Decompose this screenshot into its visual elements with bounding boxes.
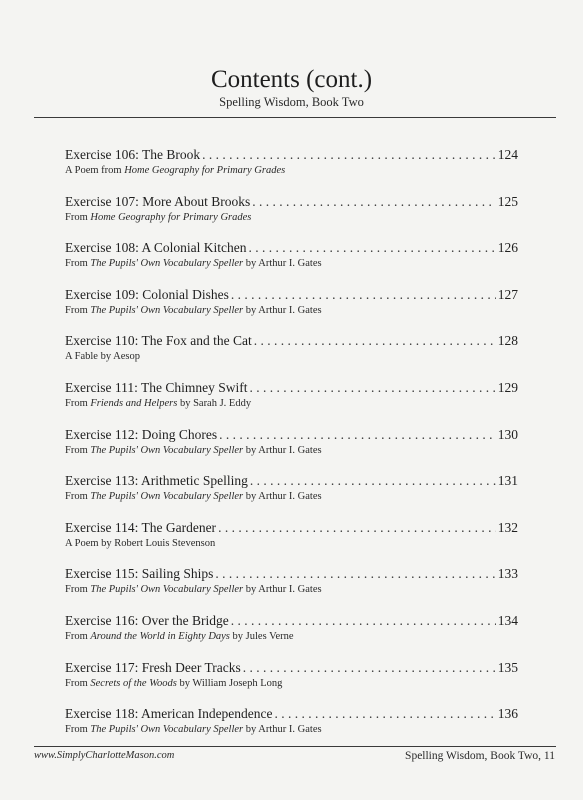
source-author: by Arthur I. Gates <box>243 304 322 316</box>
toc-entry-line <box>65 519 518 536</box>
page-number: 136 <box>497 706 518 722</box>
exercise-title: Exercise 109: Colonial Dishes <box>65 286 229 302</box>
page-title: Contents (cont.) <box>210 66 373 93</box>
source-author: by Arthur I. Gates <box>243 491 322 503</box>
header-divider <box>34 117 556 118</box>
page-number: 127 <box>497 286 518 302</box>
source-text: From <box>65 584 91 596</box>
source-title: Home Geography for Primary Grades <box>90 211 252 223</box>
toc-entry-line <box>65 239 518 256</box>
source-text: From <box>65 677 91 689</box>
page-number: 128 <box>497 333 518 349</box>
exercise-source <box>65 164 518 178</box>
toc-entry-line <box>65 332 518 349</box>
toc-entry-line <box>65 286 518 303</box>
exercise-title: Exercise 108: A Colonial Kitchen <box>65 240 247 256</box>
page-number: 130 <box>497 426 518 442</box>
source-title: The Pupils' Own Vocabulary Speller <box>90 258 244 270</box>
dot-leader <box>202 146 496 163</box>
source-author: by Sarah J. Eddy <box>177 397 252 409</box>
page-number: 129 <box>497 379 518 395</box>
exercise-title: Exercise 111: The Chimney Swift <box>65 379 248 395</box>
footer-divider <box>34 746 556 747</box>
dot-leader <box>275 705 496 722</box>
page-number: 131 <box>497 473 518 489</box>
source-title: The Pupils' Own Vocabulary Speller <box>90 491 244 503</box>
dot-leader <box>218 519 496 536</box>
source-text: A Poem by Robert Louis Stevenson <box>65 537 216 549</box>
source-title: The Pupils' Own Vocabulary Speller <box>90 724 244 736</box>
source-text: From <box>65 304 91 316</box>
dot-leader <box>215 565 495 582</box>
toc-entry-line <box>65 426 518 443</box>
toc-entry <box>65 705 518 752</box>
toc-entry-line <box>65 565 518 582</box>
toc-entry <box>65 286 518 333</box>
exercise-source <box>65 397 518 411</box>
toc-entry-line <box>65 659 518 676</box>
toc-entry <box>65 332 518 379</box>
dot-leader <box>248 239 495 256</box>
toc-entry <box>65 426 518 473</box>
source-text: From <box>65 630 91 642</box>
exercise-title: Exercise 114: The Gardener <box>65 519 217 535</box>
toc-entry <box>65 239 518 286</box>
exercise-title: Exercise 107: More About Brooks <box>65 193 251 209</box>
exercise-title: Exercise 115: Sailing Ships <box>65 566 214 582</box>
dot-leader <box>254 332 496 349</box>
exercise-source <box>65 537 518 551</box>
dot-leader <box>231 286 496 303</box>
exercise-title: Exercise 113: Arithmetic Spelling <box>65 473 248 489</box>
toc-entry <box>65 193 518 240</box>
dot-leader <box>250 472 496 489</box>
source-title: Home Geography for Primary Grades <box>124 165 286 176</box>
exercise-source <box>65 583 518 597</box>
page-number: 133 <box>497 566 518 582</box>
toc-entry-line <box>65 146 518 163</box>
source-text: From <box>65 258 91 270</box>
toc-entry <box>65 565 518 612</box>
source-text: From <box>65 211 91 223</box>
toc-entry-line <box>65 379 518 396</box>
exercise-title: Exercise 116: Over the Bridge <box>65 612 229 628</box>
page-number: 135 <box>497 659 518 675</box>
dot-leader <box>252 193 496 210</box>
source-author: by Arthur I. Gates <box>243 584 322 596</box>
source-title: Friends and Helpers <box>90 397 178 409</box>
source-text: A Poem from <box>65 165 125 176</box>
source-author: by Jules Verne <box>229 630 294 642</box>
exercise-source <box>65 677 518 691</box>
source-title: The Pupils' Own Vocabulary Speller <box>90 304 244 316</box>
source-author: by Arthur I. Gates <box>243 444 322 456</box>
toc-entry <box>65 659 518 706</box>
dot-leader <box>249 379 495 396</box>
source-author: by William Joseph Long <box>176 677 283 689</box>
toc-entry-line <box>65 612 518 629</box>
page-number: 134 <box>497 612 518 628</box>
source-title: The Pupils' Own Vocabulary Speller <box>90 444 244 456</box>
exercise-source <box>65 211 518 225</box>
page-number: 124 <box>497 147 518 162</box>
page-number: 126 <box>497 240 518 256</box>
dot-leader <box>219 426 496 443</box>
exercise-title: Exercise 110: The Fox and the Cat <box>65 333 252 349</box>
page-subtitle: Spelling Wisdom, Book Two <box>219 95 364 109</box>
exercise-source <box>65 304 518 318</box>
source-text: From <box>65 397 91 409</box>
source-text: From <box>65 724 91 736</box>
toc-entry <box>65 379 518 426</box>
page-number: 132 <box>497 519 518 535</box>
source-author: by Arthur I. Gates <box>243 258 322 270</box>
source-text: From <box>65 444 91 456</box>
exercise-source <box>65 444 518 458</box>
source-text: From <box>65 491 91 503</box>
source-title: The Pupils' Own Vocabulary Speller <box>90 584 244 596</box>
footer-website: www.SimplyCharlotteMason.com <box>34 750 175 761</box>
table-of-contents <box>65 146 518 752</box>
toc-entry-line <box>65 472 518 489</box>
exercise-title: Exercise 112: Doing Chores <box>65 426 218 442</box>
exercise-source <box>65 350 518 364</box>
exercise-source <box>65 257 518 271</box>
dot-leader <box>243 659 496 676</box>
exercise-source <box>65 490 518 504</box>
toc-entry-line <box>65 193 518 210</box>
source-title: Secrets of the Woods <box>90 677 177 689</box>
toc-entry <box>65 472 518 519</box>
exercise-title: Exercise 118: American Independence <box>65 706 273 722</box>
exercise-source <box>65 630 518 644</box>
toc-entry <box>65 519 518 566</box>
source-author: by Arthur I. Gates <box>243 724 322 736</box>
source-title: Around the World in Eighty Days <box>90 630 230 642</box>
toc-entry <box>65 146 518 193</box>
toc-entry <box>65 612 518 659</box>
toc-entry-line <box>65 705 518 722</box>
page-number: 125 <box>497 193 518 209</box>
exercise-title: Exercise 106: The Brook <box>65 147 201 162</box>
exercise-title: Exercise 117: Fresh Deer Tracks <box>65 659 241 675</box>
source-text: A Fable by Aesop <box>65 351 140 363</box>
footer-page-label: Spelling Wisdom, Book Two, 11 <box>405 750 555 762</box>
exercise-source <box>65 723 518 737</box>
dot-leader <box>231 612 496 629</box>
